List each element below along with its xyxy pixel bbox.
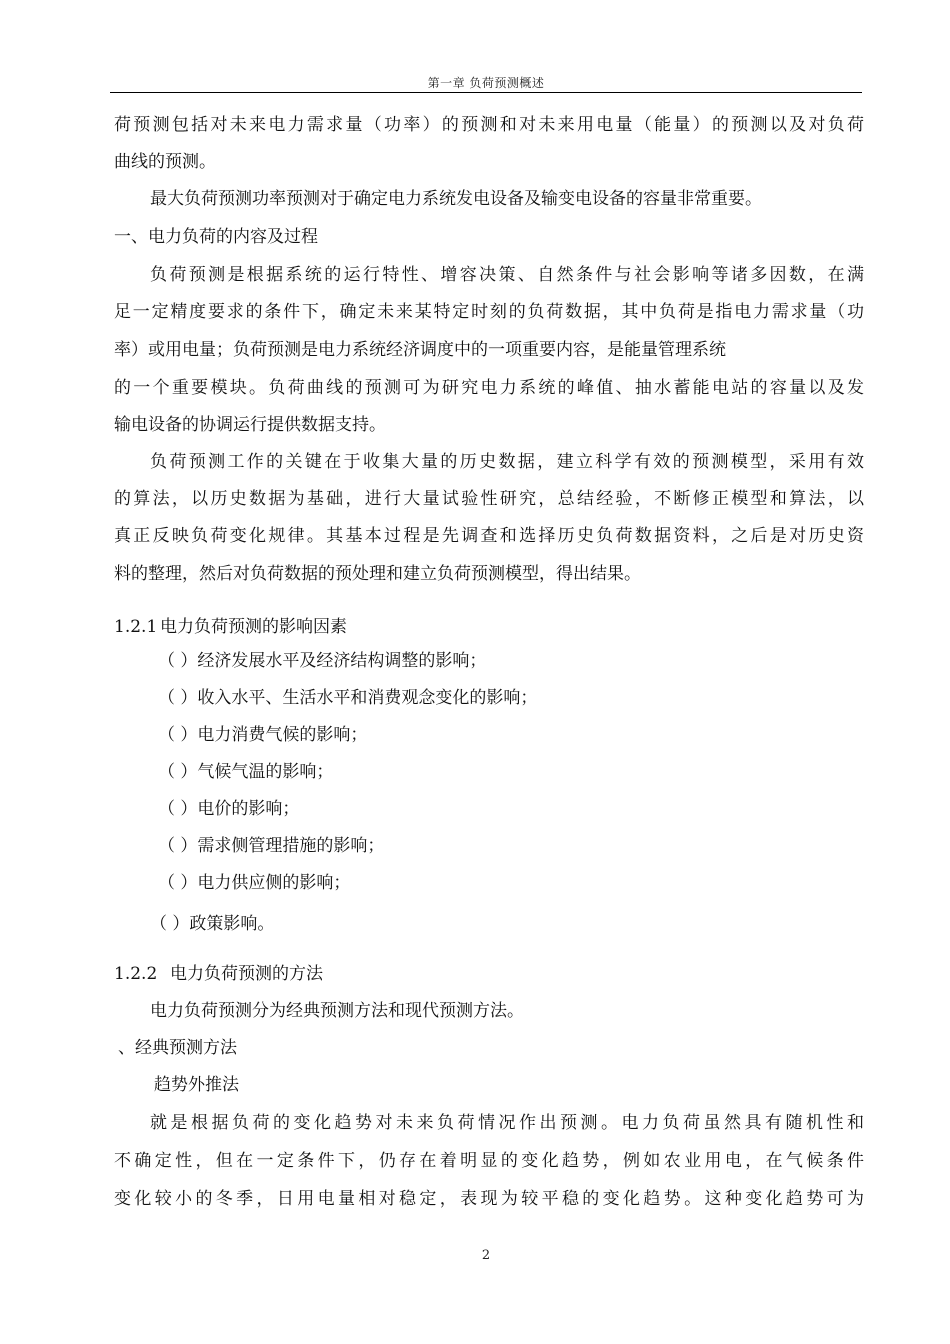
header-rule xyxy=(110,92,862,93)
paragraph-line: 电力负荷预测分为经典预测方法和现代预测方法。 xyxy=(150,1001,524,1021)
page-number: 2 xyxy=(481,1248,491,1263)
paragraph-line: 荷预测包括对未来电力需求量（功率）的预测和对未来用电量（能量）的预测以及对负荷 xyxy=(114,115,864,135)
list-item: （ ）经济发展水平及经济结构调整的影响； xyxy=(158,651,487,671)
paragraph-line: 率）或用电量；负荷预测是电力系统经济调度中的一项重要内容，是能量管理系统 xyxy=(114,340,726,360)
paragraph-line: 真正反映负荷变化规律。其基本过程是先调查和选择历史负荷数据资料，之后是对历史资 xyxy=(114,526,864,546)
paragraph-line: 不确定性，但在一定条件下，仍存在着明显的变化趋势，例如农业用电，在气候条件 xyxy=(114,1151,864,1171)
subsection-title: 电力负荷预测的影响因素 xyxy=(160,617,347,637)
list-item: （ ）气候气温的影响； xyxy=(158,762,334,782)
paragraph-line: 曲线的预测。 xyxy=(114,152,216,172)
paragraph-line: 负荷预测工作的关键在于收集大量的历史数据，建立科学有效的预测模型，采用有效 xyxy=(150,452,864,472)
list-item: （ ）需求侧管理措施的影响； xyxy=(158,836,385,856)
section-heading: 一、电力负荷的内容及过程 xyxy=(114,227,318,247)
method-heading: 趋势外推法 xyxy=(154,1075,239,1095)
list-item: （ ）电力供应侧的影响； xyxy=(158,873,351,893)
subsection-title: 电力负荷预测的方法 xyxy=(170,964,323,984)
subsection-number: 1.2.1 xyxy=(114,617,158,637)
list-item: （ ）收入水平、生活水平和消费观念变化的影响； xyxy=(158,688,538,708)
list-item: （ ）电价的影响； xyxy=(158,799,300,819)
paragraph-line: 输电设备的协调运行提供数据支持。 xyxy=(114,415,386,435)
paragraph-line: 料的整理，然后对负荷数据的预处理和建立负荷预测模型，得出结果。 xyxy=(114,564,641,584)
list-item: （ ）政策影响。 xyxy=(150,914,275,934)
subsection-heading xyxy=(114,955,864,993)
paragraph-line: 的一个重要模块。负荷曲线的预测可为研究电力系统的峰值、抽水蓄能电站的容量以及发 xyxy=(114,378,864,398)
running-header: 第一章 负荷预测概述 xyxy=(427,76,545,90)
paragraph-line: 变化较小的冬季，日用电量相对稳定，表现为较平稳的变化趋势。这种变化趋势可为 xyxy=(114,1189,864,1209)
subsection-heading xyxy=(114,608,864,646)
paragraph-line: 足一定精度要求的条件下，确定未来某特定时刻的负荷数据，其中负荷是指电力需求量（功 xyxy=(114,302,864,322)
paragraph-line: 负荷预测是根据系统的运行特性、增容决策、自然条件与社会影响等诸多因数，在满 xyxy=(150,265,864,285)
subsection-number: 1.2.2 xyxy=(114,964,158,984)
paragraph-line: 最大负荷预测功率预测对于确定电力系统发电设备及输变电设备的容量非常重要。 xyxy=(150,189,762,209)
paragraph-line: 就是根据负荷的变化趋势对未来负荷情况作出预测。电力负荷虽然具有随机性和 xyxy=(150,1113,864,1133)
paragraph-line: 的算法，以历史数据为基础，进行大量试验性研究，总结经验，不断修正模型和算法，以 xyxy=(114,489,864,509)
section-heading: 、经典预测方法 xyxy=(118,1038,237,1058)
list-item: （ ）电力消费气候的影响； xyxy=(158,725,368,745)
